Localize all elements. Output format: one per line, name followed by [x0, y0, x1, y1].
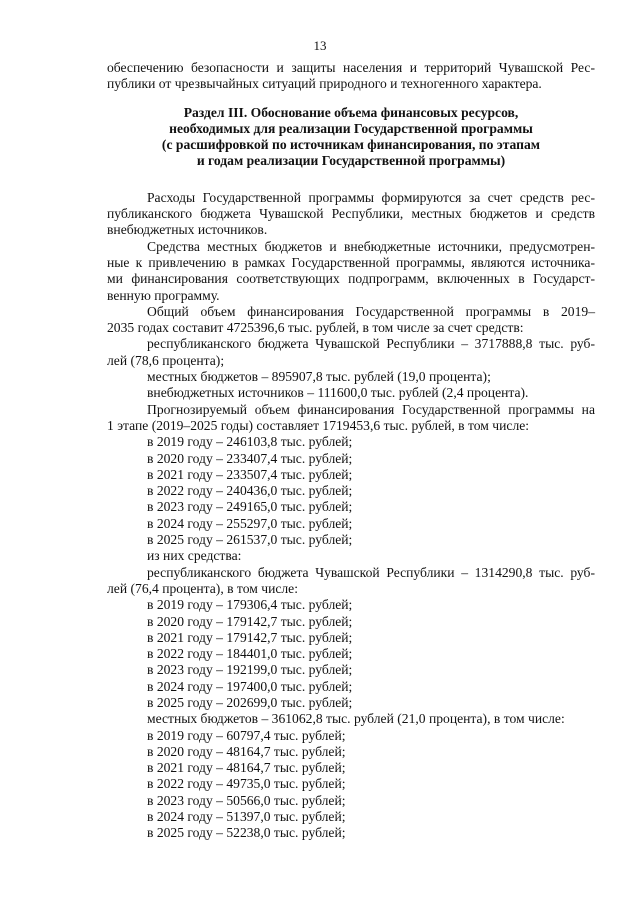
year-amount-line: в 2024 году – 197400,0 тыс. рублей;	[147, 678, 353, 694]
section-heading-line: (с расшифровкой по источникам финансирования, по этапам	[161, 137, 541, 153]
page-number: 13	[313, 38, 327, 53]
text-line: Общий объем финансирования Государственной программы в 2019–	[147, 303, 595, 319]
text-line: лей (78,6 процента);	[107, 352, 225, 368]
text-line: венную программу.	[107, 287, 220, 303]
text-line: местных бюджетов – 361062,8 тыс. рублей (21,0 процента), в том числе:	[147, 711, 565, 727]
text-line: обеспечению безопасности и защиты населения и территорий Чувашской Рес-	[107, 60, 595, 75]
year-amount-line: в 2022 году – 240436,0 тыс. рублей;	[147, 483, 353, 499]
text-line: Расходы Государственной программы формируются за счет средств рес-	[147, 189, 595, 205]
text-line: 2035 годах составит 4725396,6 тыс. рублей, в том числе за счет средств:	[107, 320, 524, 336]
year-amount-line: в 2022 году – 184401,0 тыс. рублей;	[147, 646, 353, 662]
text-line: Прогнозируемый объем финансирования Государственной программы на	[147, 401, 595, 417]
year-amount-line: в 2025 году – 261537,0 тыс. рублей;	[147, 532, 353, 548]
text-line: ми финансирования соответствующих подпрограмм, включенных в Государст-	[107, 271, 595, 287]
text-line: 1 этапе (2019–2025 годы) составляет 1719453,6 тыс. рублей, в том числе:	[107, 417, 530, 433]
year-amount-line: в 2020 году – 48164,7 тыс. рублей;	[147, 743, 346, 759]
document-text	[107, 60, 595, 842]
year-amount-line: в 2019 году – 179306,4 тыс. рублей;	[147, 597, 353, 613]
text-line: из них средства:	[147, 548, 242, 564]
text-line: внебюджетных источников – 111600,0 тыс. рублей (2,4 процента).	[147, 385, 529, 401]
text-line: лей (76,4 процента), в том числе:	[107, 580, 298, 596]
year-amount-line: в 2019 году – 246103,8 тыс. рублей;	[147, 434, 353, 450]
text-line: республиканского бюджета Чувашской Республики – 1314290,8 тыс. руб-	[147, 564, 595, 580]
text-line: публиканского бюджета Чувашской Республики, местных бюджетов и средств	[107, 206, 595, 222]
year-amount-line: в 2021 году – 179142,7 тыс. рублей;	[147, 629, 353, 645]
year-amount-line: в 2021 году – 48164,7 тыс. рублей;	[147, 760, 346, 776]
year-amount-line: в 2025 году – 202699,0 тыс. рублей;	[147, 694, 353, 710]
text-line: внебюджетных источников.	[107, 222, 268, 238]
text-line: публики от чрезвычайных ситуаций природного и техногенного характера.	[107, 76, 542, 92]
year-amount-line: в 2021 году – 233507,4 тыс. рублей;	[147, 466, 353, 482]
section-heading-line: и годам реализации Государственной программы)	[196, 153, 506, 169]
year-amount-line: в 2022 году – 49735,0 тыс. рублей;	[147, 776, 346, 792]
text-line: ные к привлечению в рамках Государственной программы, являются источника-	[107, 254, 595, 270]
section-heading-line: Раздел III. Обоснование объема финансовых ресурсов,	[183, 104, 519, 120]
year-amount-line: в 2023 году – 50566,0 тыс. рублей;	[147, 792, 346, 808]
text-line: Средства местных бюджетов и внебюджетные источники, предусмотрен-	[147, 238, 595, 254]
year-amount-line: в 2020 году – 179142,7 тыс. рублей;	[147, 613, 353, 629]
year-amount-line: в 2025 году – 52238,0 тыс. рублей;	[147, 825, 346, 841]
text-line: местных бюджетов – 895907,8 тыс. рублей (19,0 процента);	[147, 369, 491, 385]
text-line: республиканского бюджета Чувашской Республики – 3717888,8 тыс. руб-	[147, 336, 595, 352]
year-amount-line: в 2023 году – 192199,0 тыс. рублей;	[147, 662, 353, 678]
section-heading-line: необходимых для реализации Государственной программы	[169, 120, 533, 136]
year-amount-line: в 2020 году – 233407,4 тыс. рублей;	[147, 450, 353, 466]
year-amount-line: в 2023 году – 249165,0 тыс. рублей;	[147, 499, 353, 515]
year-amount-line: в 2024 году – 51397,0 тыс. рублей;	[147, 809, 346, 825]
year-amount-line: в 2024 году – 255297,0 тыс. рублей;	[147, 515, 353, 531]
year-amount-line: в 2019 году – 60797,4 тыс. рублей;	[147, 727, 346, 743]
